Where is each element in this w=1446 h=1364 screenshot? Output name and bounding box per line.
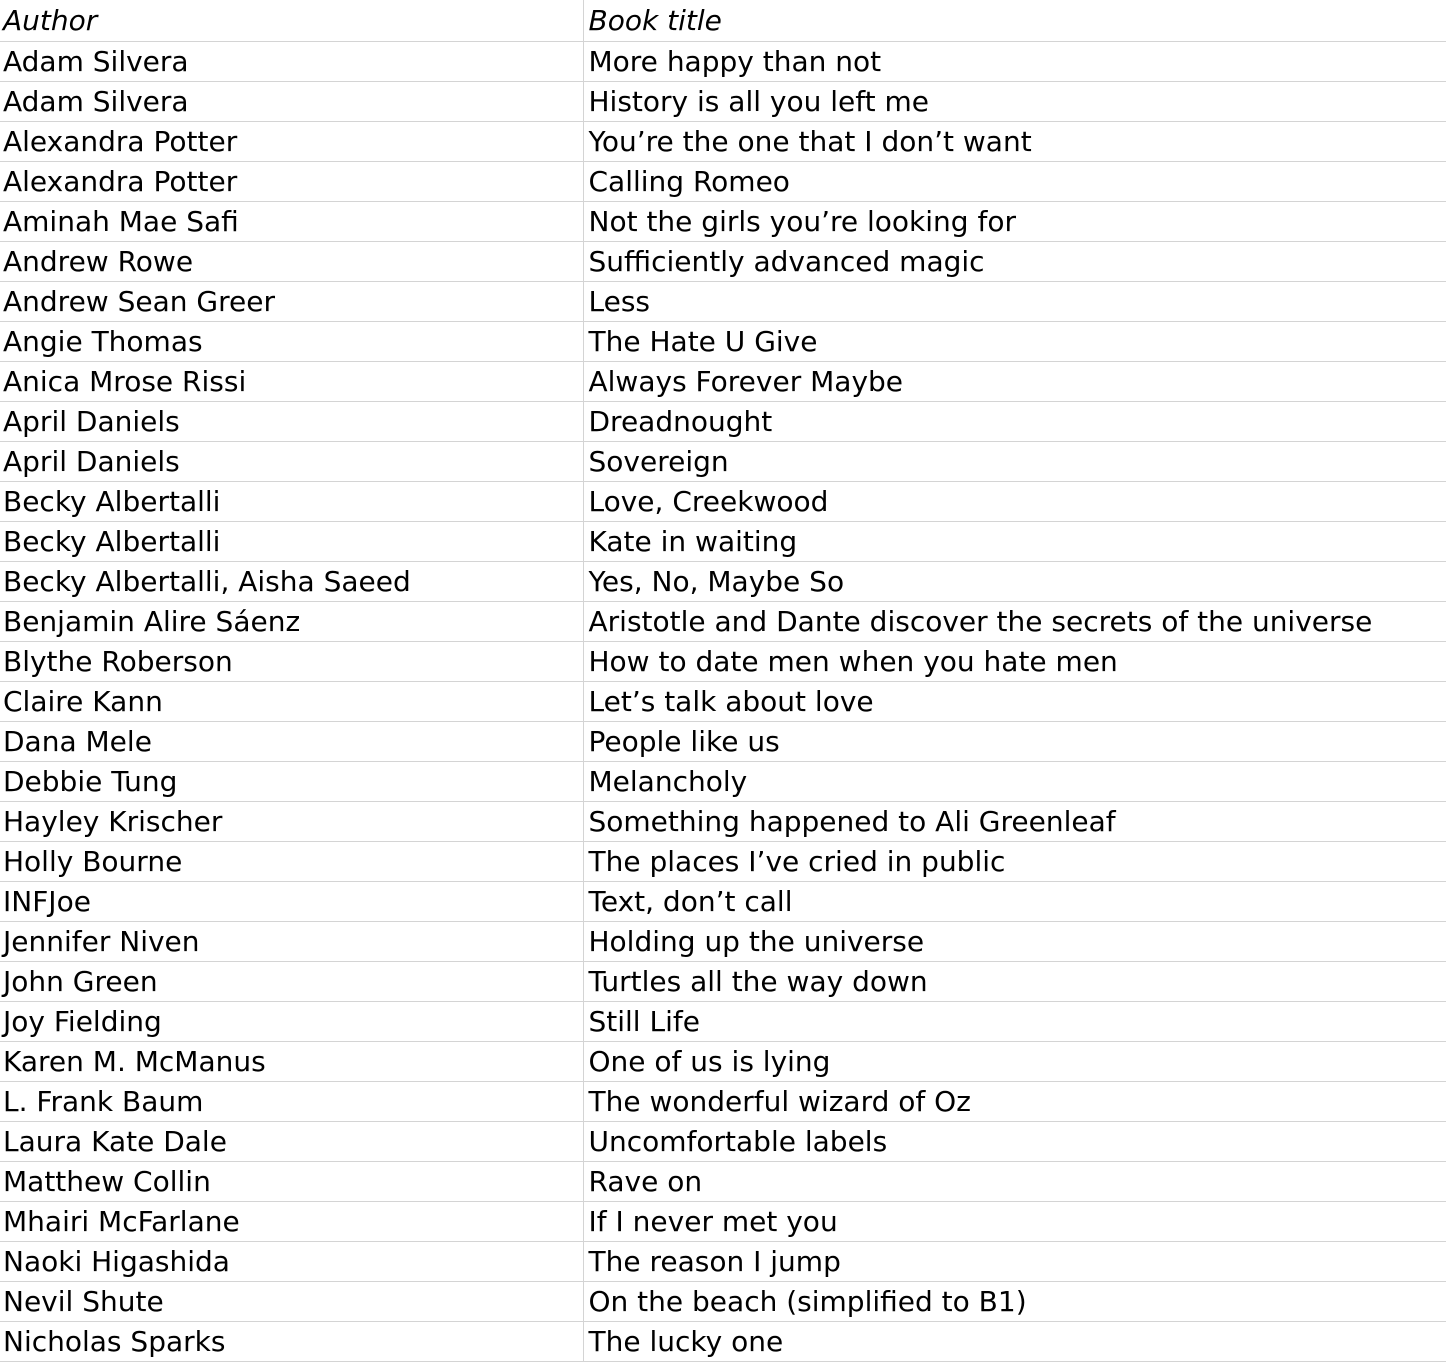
table-row <box>0 482 1446 522</box>
table-row <box>0 322 1446 362</box>
table-row <box>0 1282 1446 1322</box>
cell-author[interactable]: Becky Albertalli <box>0 482 583 522</box>
header-author[interactable]: Author <box>0 0 583 42</box>
cell-book-title[interactable]: Sovereign <box>583 442 1446 482</box>
cell-book-title[interactable]: Holding up the universe <box>583 922 1446 962</box>
cell-book-title[interactable]: Rave on <box>583 1162 1446 1202</box>
table-row <box>0 522 1446 562</box>
table-row <box>0 602 1446 642</box>
header-row <box>0 0 1446 42</box>
cell-author[interactable]: Laura Kate Dale <box>0 1122 583 1162</box>
cell-book-title[interactable]: History is all you left me <box>583 82 1446 122</box>
cell-author[interactable]: Becky Albertalli <box>0 522 583 562</box>
cell-book-title[interactable]: The places I’ve cried in public <box>583 842 1446 882</box>
cell-book-title[interactable]: People like us <box>583 722 1446 762</box>
table-row <box>0 1122 1446 1162</box>
table-row <box>0 42 1446 82</box>
cell-author[interactable]: John Green <box>0 962 583 1002</box>
cell-author[interactable]: Aminah Mae Safi <box>0 202 583 242</box>
cell-author[interactable]: Joy Fielding <box>0 1002 583 1042</box>
table-row <box>0 1202 1446 1242</box>
cell-book-title[interactable]: The wonderful wizard of Oz <box>583 1082 1446 1122</box>
cell-author[interactable]: Holly Bourne <box>0 842 583 882</box>
cell-author[interactable]: Nevil Shute <box>0 1282 583 1322</box>
cell-author[interactable]: Karen M. McManus <box>0 1042 583 1082</box>
cell-book-title[interactable]: On the beach (simplified to B1) <box>583 1282 1446 1322</box>
cell-author[interactable]: Blythe Roberson <box>0 642 583 682</box>
table-row <box>0 1002 1446 1042</box>
cell-book-title[interactable]: Love, Creekwood <box>583 482 1446 522</box>
cell-book-title[interactable]: The lucky one <box>583 1322 1446 1362</box>
cell-author[interactable]: April Daniels <box>0 402 583 442</box>
cell-author[interactable]: Matthew Collin <box>0 1162 583 1202</box>
cell-book-title[interactable]: Dreadnought <box>583 402 1446 442</box>
cell-author[interactable]: Claire Kann <box>0 682 583 722</box>
cell-book-title[interactable]: Let’s talk about love <box>583 682 1446 722</box>
cell-author[interactable]: Debbie Tung <box>0 762 583 802</box>
table-row <box>0 722 1446 762</box>
table-row <box>0 1042 1446 1082</box>
cell-author[interactable]: Jennifer Niven <box>0 922 583 962</box>
table-row <box>0 362 1446 402</box>
table-row <box>0 562 1446 602</box>
cell-author[interactable]: Alexandra Potter <box>0 162 583 202</box>
cell-book-title[interactable]: Calling Romeo <box>583 162 1446 202</box>
table-row <box>0 922 1446 962</box>
cell-book-title[interactable]: Something happened to Ali Greenleaf <box>583 802 1446 842</box>
cell-author[interactable]: Becky Albertalli, Aisha Saeed <box>0 562 583 602</box>
cell-author[interactable]: Adam Silvera <box>0 42 583 82</box>
table-row <box>0 842 1446 882</box>
table-row <box>0 762 1446 802</box>
cell-author[interactable]: Hayley Krischer <box>0 802 583 842</box>
cell-book-title[interactable]: How to date men when you hate men <box>583 642 1446 682</box>
table-row <box>0 122 1446 162</box>
cell-book-title[interactable]: Less <box>583 282 1446 322</box>
header-book-title[interactable]: Book title <box>583 0 1446 42</box>
cell-book-title[interactable]: Turtles all the way down <box>583 962 1446 1002</box>
table-row <box>0 1322 1446 1362</box>
table-row <box>0 1242 1446 1282</box>
cell-book-title[interactable]: Text, don’t call <box>583 882 1446 922</box>
table-row <box>0 1162 1446 1202</box>
cell-author[interactable]: Angie Thomas <box>0 322 583 362</box>
cell-book-title[interactable]: If I never met you <box>583 1202 1446 1242</box>
cell-author[interactable]: Andrew Sean Greer <box>0 282 583 322</box>
cell-book-title[interactable]: Not the girls you’re looking for <box>583 202 1446 242</box>
cell-author[interactable]: April Daniels <box>0 442 583 482</box>
cell-book-title[interactable]: Still Life <box>583 1002 1446 1042</box>
cell-book-title[interactable]: Melancholy <box>583 762 1446 802</box>
cell-author[interactable]: Benjamin Alire Sáenz <box>0 602 583 642</box>
table-row <box>0 962 1446 1002</box>
cell-author[interactable]: L. Frank Baum <box>0 1082 583 1122</box>
cell-book-title[interactable]: Yes, No, Maybe So <box>583 562 1446 602</box>
cell-author[interactable]: Naoki Higashida <box>0 1242 583 1282</box>
cell-author[interactable]: Nicholas Sparks <box>0 1322 583 1362</box>
cell-author[interactable]: Mhairi McFarlane <box>0 1202 583 1242</box>
cell-book-title[interactable]: Always Forever Maybe <box>583 362 1446 402</box>
cell-author[interactable]: Dana Mele <box>0 722 583 762</box>
table-row <box>0 202 1446 242</box>
cell-book-title[interactable]: Uncomfortable labels <box>583 1122 1446 1162</box>
cell-book-title[interactable]: Kate in waiting <box>583 522 1446 562</box>
table-row <box>0 882 1446 922</box>
cell-author[interactable]: Anica Mrose Rissi <box>0 362 583 402</box>
table-body <box>0 42 1446 1362</box>
cell-author[interactable]: Adam Silvera <box>0 82 583 122</box>
table-row <box>0 802 1446 842</box>
cell-author[interactable]: Alexandra Potter <box>0 122 583 162</box>
table-row <box>0 242 1446 282</box>
table-row <box>0 402 1446 442</box>
cell-book-title[interactable]: More happy than not <box>583 42 1446 82</box>
table-row <box>0 1082 1446 1122</box>
table-row <box>0 442 1446 482</box>
table-row <box>0 162 1446 202</box>
cell-book-title[interactable]: One of us is lying <box>583 1042 1446 1082</box>
table-row <box>0 82 1446 122</box>
table-row <box>0 642 1446 682</box>
table-row <box>0 682 1446 722</box>
cell-author[interactable]: INFJoe <box>0 882 583 922</box>
cell-author[interactable]: Andrew Rowe <box>0 242 583 282</box>
cell-book-title[interactable]: You’re the one that I don’t want <box>583 122 1446 162</box>
table-row <box>0 282 1446 322</box>
cell-book-title[interactable]: Aristotle and Dante discover the secrets of the universe <box>583 602 1446 642</box>
cell-book-title[interactable]: Sufficiently advanced magic <box>583 242 1446 282</box>
cell-book-title[interactable]: The Hate U Give <box>583 322 1446 362</box>
cell-book-title[interactable]: The reason I jump <box>583 1242 1446 1282</box>
